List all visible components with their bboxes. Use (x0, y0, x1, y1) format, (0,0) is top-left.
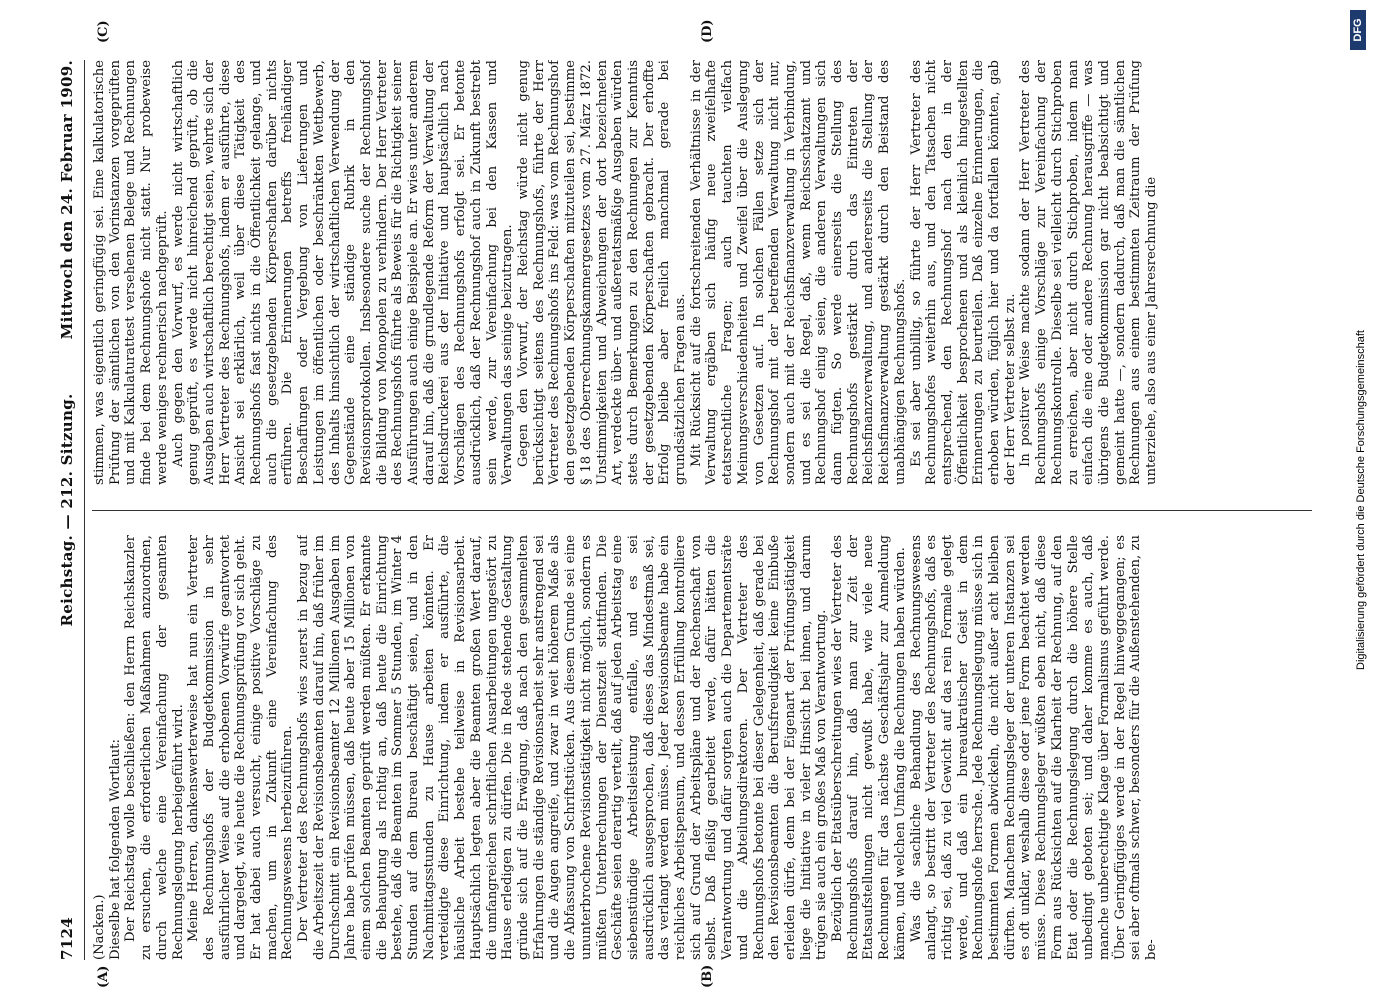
margin-marker-d: (D) (700, 19, 715, 43)
paragraph: Was die sachliche Behandlung des Rechnungswesens anlangt, so bestritt der Vertreter des Rechnungshofs, daß es richtig sei, daß zu viel Gewicht auf das rein Formale gelegt werde, und daß ein bureaukratischer Geist in dem Rechnungshofe herrsche. Jede Rechnungslegung müsse sich in bestimmten Formen abwickeln, die nicht außer acht bleiben dürften. Manchem Rechnungsleger der unteren Instanzen sei es oft unklar, weshalb diese oder jene Form beachtet werden müsse. Diese Rechnungsleger wüßten eben nicht, daß diese Form aus Rücksichten auf die Klarheit der Rechnung, auf den Etat oder die Rechnungslegung durch die höhere Stelle unbedingt geboten sei; und daher komme es auch, daß manche unberechtigte Klage über Formalismus geführt werde. Über Geringfügiges werde in der Regel hinweggegangen; es sei aber oftmals schwer, besonders für die Außenstehenden, zu be- (908, 535, 1160, 960)
paragraph: Dieselbe hat folgenden Wortlaut: (107, 739, 123, 960)
column-divider (92, 510, 1312, 511)
paragraph: Gegen den Vorwurf, der Reichstag würde nicht genug berücksichtigt seitens des Rechnungshofs, führte der Herr Vertreter des Rechnungshofs ins Feld: was vom Rechnungshof den gesetzgebenden Körperschaften mitzuteilen sei, bestimme § 18 des Oberrechnungskammergesetzes vom 27. März 1872. Unstimmigkeiten und Abweichungen der dort bezeichneten Art, verdeckte über- und außeretatsmäßige Ausgaben würden stets durch Bemerkungen zu den Rechnungen zur Kenntnis der gesetzgebenden Körperschaften gebracht. Der erhoffte Erfolg bleibe aber freilich manchmal gerade bei grundsätzlichen Fragen aus. (515, 60, 689, 485)
right-text-column (92, 60, 1312, 485)
speaker-note: (Nacken.) (92, 894, 107, 960)
page-header (58, 60, 82, 960)
paragraph: Mit Rücksicht auf die fortschreitenden Verhältnisse in der Verwaltung ergäben sich häufig neue zweifelhafte etatsrechtliche Fragen; auch tauchten vielfach Meinungsverschiedenheiten und Zweifel über die Auslegung von Gesetzen auf. In solchen Fällen setze sich der Rechnungshof mit der betreffenden Verwaltung nicht nur, sondern auch mit der Reichsfinanzverwaltung in Verbindung, und es sei die Regel, daß, wenn Reichsschatzamt und Rechnungshof einig seien, die anderen Verwaltungen sich dann fügten. So werde einerseits die Stellung des Rechnungshofs gestärkt durch das Eintreten der Reichsfinanzverwaltung, und andererseits die Stellung der Reichsfinanzverwaltung gestärkt durch den Beistand des unabhängigen Rechnungshofs. (688, 60, 908, 485)
header-rule (84, 60, 85, 960)
motion-text: Der Reichstag wolle beschließen: den Herrn Reichskanzler zu ersuchen, die erforderlichen Maßnahmen anzuordnen, durch welche eine Vereinfachung der gesamten Rechnungslegung herbeigeführt wird. (123, 535, 186, 960)
session-date: Mittwoch den 24. Februar 1909. (58, 60, 76, 340)
paragraph: Es sei aber unbillig, so führte der Herr Vertreter des Rechnungshofes weiterhin aus, und den Tatsachen nicht entsprechend, den Rechnungshof nach den in der Öffentlichkeit besprochenen und als kleinlich hingestellten Erinnerungen zu beurteilen. Daß einzelne Erinnerungen, die erhoben würden, füglich hier und da fortfallen könnten, gab der Herr Vertreter selbst zu. (908, 60, 1018, 485)
dfg-logo: DFG (1350, 10, 1366, 50)
margin-marker-b: (B) (700, 964, 715, 988)
paragraph: Der Vertreter des Rechnungshofs wies zuerst in bezug auf die Arbeitszeit der Revisionsbeamten darauf hin, daß früher im Durchschnitt ein Revisionsbeamter 12 Millionen Ausgaben im Jahre habe prüfen müssen, daß heute aber 15 Millionen von einem solchen Beamten geprüft werden müßten. Er erkannte die Behauptung als richtig an, daß heute die Einrichtung bestehe, daß die Beamten im Sommer 5 Stunden, im Winter 4 Stunden auf dem Bureau beschäftigt seien, und in den Nachmittagsstunden zu Hause arbeiten könnten. Er verteidigte diese Einrichtung, indem er ausführte, die häusliche Arbeit bestehe teilweise in Revisionsarbeit. Hauptsächlich legten aber die Beamten großen Wert darauf, die umfangreichen schriftlichen Ausarbeitungen ungestört zu Hause erledigen zu dürfen. Die in Rede stehende Gestaltung gründe sich auf die Erwägung, daß nach den gesammelten Erfahrungen die ständige Revisionsarbeit sehr anstrengend sei und die Augen angreife, und zwar in weit höherem Maße als die Abfassung von Schriftstücken. Aus diesem Grunde sei eine ununterbrochene Revisionstätigkeit nicht möglich, sondern es müßten Unterbrechungen der Dienstzeit stattfinden. Die Geschäfte seien derartig verteilt, daß auf jeden Arbeitstag eine siebenstündige Arbeitsleistung entfalle, und es sei ausdrücklich ausgesprochen, daß dieses das Mindestmaß sei, das verlangt werden müsse. Jeder Revisionsbeamte habe ein reichliches Arbeitspensum, und dessen Erfüllung kontrolliere sich auf Grund der Arbeitspläne und der Rechenschaft von selbst. Daß fleißig gearbeitet werde, dafür hätten die Verantwortung und dafür sorgten auch die Departementsräte und die Abteilungsdirektoren. Der Vertreter des Rechnungshofs betonte bei dieser Gelegenheit, daß gerade bei den Revisionsbeamten die Berufsfreudigkeit keine Einbuße erleiden dürfe, denn bei der Eigenart der Prüfungstätigkeit liege die Initiative in vieler Hinsicht bei ihnen, und darum trügen sie auch ein großes Maß von Verantwortung. (296, 535, 830, 960)
page-number: 7124 (58, 917, 76, 960)
paragraph: Meine Herren, dankenswerterweise hat nun ein Vertreter des Rechnungshofs der Budgetkommission in sehr ausführlicher Weise auf die erhobenen Vorwürfe geantwortet und dargelegt, wie heute die Rechnungsprüfung vor sich geht. Er hat dabei auch versucht, einige positive Vorschläge zu machen, um in Zukunft eine Vereinfachung des Rechnungswesens herbeizuführen. (186, 535, 296, 960)
paragraph: stimmen, was eigentlich geringfügig sei. Eine kalkulatorische Prüfung der sämtlichen von den Vorinstanzen vorgeprüften und mit Kalkulaturattest versehenen Belege und Rechnungen finde bei dem Rechnungshofe nicht statt. Nur probeweise werde weniges rechnerisch nachgeprüft. (92, 60, 170, 485)
margin-marker-a: (A) (96, 965, 111, 988)
left-text-column (92, 535, 1312, 960)
paragraph: In positiver Weise machte sodann der Herr Vertreter des Rechnungshofs einige Vorschläge zur Vereinfachung der Rechnungskontrolle. Dieselbe sei vielleicht durch Stichproben zu erreichen, aber nicht durch Stichproben, indem man einfach die eine oder andere Rechnung herausgriffe — was übrigens die Budgetkommission gar nicht beabsichtigt und gemeint hatte —, sondern dadurch, daß man die sämtlichen Rechnungen aus einem bestimmten Zeitraum der Prüfung unterziehe, also aus einer Jahresrechnung die (1018, 60, 1160, 485)
paragraph: Auch gegen den Vorwurf, es werde nicht wirtschaftlich genug geprüft, es werde nicht hinreichend geprüft, ob die Ausgaben auch wirtschaftlich berechtigt seien, wehrte sich der Herr Vertreter des Rechnungshofs, indem er ausführte, diese Ansicht sei erklärlich, weil über diese Tätigkeit des Rechnungshofs fast nichts in die Öffentlichkeit gelange, und auch die gesetzgebenden Körperschaften darüber nichts erführen. Die Erinnerungen betreffs freihändiger Beschaffungen oder Vergebung von Lieferungen und Leistungen im öffentlichen oder beschränkten Wettbewerb, des Inhalts hinsichtlich der wirtschaftlichen Verwendung der Gegenstände eine ständige Rubrik in den Revisionsprotokollen. Insbesondere suche der Rechnungshof die Bildung von Monopolen zu verhindern. Der Herr Vertreter des Rechnungshofs führte als Beweis für die Richtigkeit seiner Ausführungen auch einige Beispiele an. Er wies unter anderem darauf hin, daß die grundlegende Reform der Verwaltung der Reichsdruckerei aus der Initiative und hauptsächlich nach Vorschlägen des Rechnungshofs erfolgt sei. Er betonte ausdrücklich, daß der Rechnungshof auch in Zukunft bestrebt sein werde, zur Vereinfachung bei den Kassen und Verwaltungen das seinige beizutragen. (170, 60, 516, 485)
digitization-credit: Digitalisierung gefördert durch die Deutsche Forschungsgemeinschaft (1355, 330, 1367, 670)
paragraph: Bezüglich der Etatsüberschreitungen wies der Vertreter des Rechnungshofs darauf hin, daß man zur Zeit der Etatsaufstellungen nicht gewußt habe, wie viele neue Rechnungen für das nächste Geschäftsjahr zur Anmeldung kämen, und welchen Umfang die Rechnungen haben würden. (830, 535, 908, 960)
margin-marker-c: (C) (96, 20, 111, 43)
session-title: Reichstag. — 212. Sitzung. (58, 393, 76, 627)
